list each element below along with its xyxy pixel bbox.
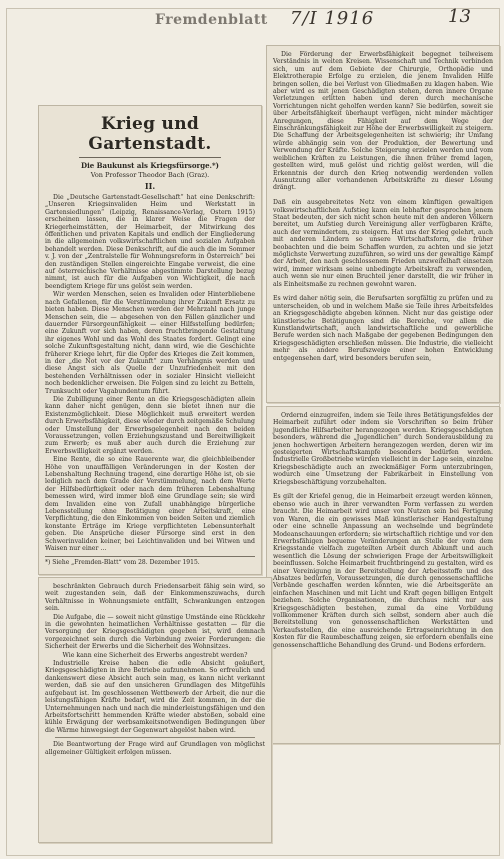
article-column-d bbox=[39, 578, 271, 756]
handwritten-page-number: 13 bbox=[448, 6, 471, 27]
article-column-c bbox=[267, 407, 499, 649]
article-column-b bbox=[267, 46, 499, 362]
paragraph: Wie kann eine Sicherheit des Erwerbs angestrebt werden? bbox=[62, 651, 248, 659]
article-title: Krieg und Gartenstadt. bbox=[88, 114, 212, 154]
article-clipping-right-top bbox=[266, 45, 500, 403]
paragraph: Industrielle Kreise haben die edle Absicht geäußert, Kriegsgeschädigten in ihre Betriebe aufzunehmen. So erfreulich und dankenswert diese Absicht auch sein mag, es kann nicht verkannt werden, daß sie auf den unsicheren Grundlagen des Mitgefühls aufgebaut ist. Im geschlossenen Wettbewerb der Arbeit, die nur die leistungsfähigen Kräfte bedarf, wird die Zeit kommen, in der die Unternehmungen nach und nach die minderleistungsfähigen und den Arbeitsfortschritt hemmenden Kräfte wieder abstoßen, sobald eine kühle Erwägung der werbsamkeitsnotwendigen Bedingungen über die Wärme hinwegsiegt der Gegenwart abgelöst haben wird. bbox=[45, 660, 265, 734]
paragraph: Eine Rente, die so eine Rauerente war, die gleichbleibender Höhe von unauffälligen Veränderungen in der Kosten der Lebenshaltung Rechnung tragend, eine derartige Höhe ist, ob sie lediglich nach dem Grade der Verstümmelung, nach dem Werte der Hilfsbedürftigkeit oder nach dem früheren Lebenshaltung bemessen wird, wird immer bloß eine Grundlage sein; sie wird dem Invaliden eine von Zufall unabhängige bürgerliche Lebensstellung ohne Betätigung einer Arbeitskraft, eine Verpflichtung, die den Einkommen von beiden Seiten und ziemlich konstante Erträge im Kriege verpflichteten Lebensunterhalt geben. Die Ansprüche dieser Fürsorge sind erst in den Schwerinvaliden keiner, bei Leichtinvaliden und bei Witwen und Waisen nur einer ... bbox=[45, 456, 255, 553]
article-column-a bbox=[39, 194, 261, 553]
paragraph: Die Zubilligung einer Rente an die Kriegsgeschädigten allein kann daher nicht genügen, denn sie bietet ihnen nur die Existenzmöglichkeit. Diese Möglichkeit muß erweitert werden durch Erwerbsfähigkeit, diese wieder durch zeitgemäße Schulung oder Umstellung der Erwerbsgelegenheit nach den beiden Voraussetzungen, vollen Erziehungszustand und Bereitwilligkeit zum Erwerb; es muß aber auch durch die Erziehung zur Erwerbswilligkeit ergänzt werden. bbox=[45, 395, 255, 455]
article-footnote: *) Siehe „Fremden-Blatt“ vom 28. Dezember 1915. bbox=[45, 556, 255, 566]
article-clipping-right-bottom bbox=[266, 406, 500, 744]
paragraph: Die „Deutsche Gartenstadt-Gesellschaft“ hat eine Denkschrift: „Unseren Kriegsinvaliden Heim und Werkstatt in Gartensiedlungen“ (Leipzig, Renaissance-Verlag, Ostern 1915) erscheinen lassen, die in klarer Weise die Fragen der Kriegerheimstätten, der Heimarbeit, der Mitwirkung des öffentlichen und privaten Kapitals und endlich der Eingliederung in die allgemeinen volkswirtschaftlichen und sozialen Aufgaben behandelt werden. Diese Denkschrift, auf die auch die im Sommer v. J. von der „Zentralstelle für Wohnungsreform in Österreich“ bei den zuständigen Stellen eingereichte Eingabe verweist, die eine auf österreichische Verhältnisse abgestimmte Darstellung bezug nimmt, ist auch für die Aufgaben von Wichtigkeit, die nach beendigtem Kriege für uns gelöst sein werden. bbox=[45, 194, 255, 290]
article-author: Von Professor Theodor Bach (Graz). bbox=[90, 171, 210, 179]
paragraph: Ordernd einzugreifen, indem sie Teile ihres Betätigungsfeldes der Heimarbeit zuführt oder indem sie Vorschriften so beim früher jugendliche Hilfsarbeiter herangezogen werden. Kriegsgeschädigten besonders, während die „Jugendlichen“ durch Sonderausbildung zu jenen hochwertigen Arbeitern herangezogen werden, deren wir im gesteigerten Wirtschaftskampfe besonders bedürfen werden. Industrielle Großbetriebe würden vielleicht in der Lage sein, einzelne Kriegsbeschädigte auch an zweckmäßiger Form unterzubringen, wodurch eine Umsetzung der Fabrikarbeit in Einstellung von Kriegsbeschäftigung vorzubehalten. Es gilt der Kriefel genug, die in Heimarbeit erzeugt werden können, ebenso wie auch in ihrer verwandten Form verfassen zu werden braucht. Die Heimarbeit wird unser von Nutzen sein bei Fertigung von Waren, die ein gewisses Maß künstlerischer Handgestaltung oder eine schnelle Anpassung an wechselnde und begründete Modeanschauungen erfordern; sie wirtschaftlich richtige und vor den Erwerbsfähigen bequeme Veränderungen an Stelle der vom dem Kriegsstande vielfach zugeteilten Arbeit durch Abkunft und auch wesentlich die Lösung der schwierigen Frage der Arbeitswilligkeit beeinflussen. Solche Heimarbeit fruchtbringend zu gestalten, wird es einer Vereinigung in der Bereitstellung der Arbeitsstoffe und des Absatzes bedürfen, Voraussetzungen, die durch genossenschaftliche Verbände geschaffen werden könnten, wie die Arbeitsgeräte an einfachen Maschinen und mit Licht und Kraft gegen billigen Entgelt beziehen. Solche Organisationen, die durchaus nicht nur aus Kriegsgeschädigten bestehen, zumal da eine Vorbildung vollkommener Kräften durch sich selbst, sondern aber auch die Bereitstellung von genossenschaftlichen Werkstätten und Verkaufsstellen, die eine ausreichende Ertragseinrichtung in den Kosten für die Raumbeschaffung zeigen, sie erfordern ebenfalls eine genossenschaftliche Behandlung des Grund- und Bodens erfordern. bbox=[273, 412, 493, 649]
article-section-number: II. bbox=[144, 181, 156, 191]
handwritten-date: 7/I 1916 bbox=[290, 8, 375, 29]
article-clipping-left-bottom bbox=[38, 577, 272, 843]
clipping-fade bbox=[267, 388, 499, 402]
paragraph: Die Förderung der Erwerbsfähigkeit begegnet teilweisem Verständnis in weiten Kreisen. Wissenschaft und Technik verbinden sich, um auf dem Gebiete der Chirurgie, Orthopädie und Elektrotherapie Erfolge zu erzielen, die jenem Invaliden Hilfe bringen sollen, die bei Verlust von Gliedmaßen zu klagen haben. Wie aber wird es mit jenen Geschädigten stehen, deren innere Organe Verletzungen erlitten haben und deren durch mechanische Vorrichtungen nicht geholfen werden kann? Sie bedürfen, soweit sie über Arbeitsfähigkeit überhaupt verfügen, nicht minder mächtiger Anregungen, diese Fähigkeit auf dem Wege der Einschränkungsfähigkeit zur Höhe der Erwerbswilligkeit zu steigern. Die Schaffung der Arbeitsgelegenheiten ist schwierig; ihr Umfang würde abhängig sein von der Produktion, der Bewertung und Verwendung der Kräfte. Solche Steigerung erzielen werden und vom weiblichen Kräften zu Leistungen, die ihnen früher fremd lagen, gestellten wird, muß gelöst und richtig gelöst werden, will die Erkenntnis der durch den Krieg notwendig werdenden vollen Ausnutzung aller vorhandenen Arbeitskräfte zu dieser Lösung drängt. Daß ein ausgebreitetes Netz von einem künftigen gewaltigen volkswirtschaftlichen Aufstieg kann ein lebhafter gesprochen jenem Staat bedeuten, der sich nicht schon heute mit den anderen Völkern bereitet, um Aufstieg durch Vereinigung aller verfügbaren Kräfte, auch der vermindertem, zu steigern. Hat uns der Krieg gelehrt, auch mit anderen Ländern so unsere Wirtschaftsform, die früher beobachten und die beim Schaffen wurden, zu achten und sie jetzt möglichste Verwertung zuzuführen, so wird uns der gewaltige Kampf der Arbeit, den nach geschlossenem Frieden unzweifelhaft einsetzen wird, immer wirksam seine unbedingte Arbeitskraft zu verwenden, auch wenn sie nur einen Bruchteil jener darstellt, die wir früher in als Einheitsmaße zu rechnen gewohnt waren. Es wird daher nötig sein, die Berufsarten sorgfältig zu prüfen und zu unterscheiden, ob und in welchem Maße sie Teile ihres Arbeitsfeldes an Kriegsgeschädigte abgeben können. Nicht nur das geistige oder künstlerische Betätigungen sind die Bereiche, vor allem die Kunstlandwirtschaft, auch landwirtschaftliche und gewerbliche Berufe werden sich nach Maßgabe der gegebenen Bedingungen den Kriegsgeschädigten erschließen müssen. Die Industrie, die vielleicht mehr als andere Berufszweige einer hohen Entwicklung entgegensehen darf, wird besonders berufen sein, bbox=[273, 51, 493, 362]
title-rule bbox=[79, 157, 221, 158]
paragraph: Wir werden Menschen, seien es Invaliden oder Hinterbliebene nach Gefallenen, für die Verstümmelung ihrer Zukunft Ersatz zu bieten haben. Diese Menschen werden der Mehrzahl nach junge Menschen sein, die — abgesehen von den Fällen gänzlicher und dauernder Fürsorgeunfähigkeit — einer Hilfsstellung bedürfen; eine Zukunft vor sich haben, deren fruchtbringende Gestaltung ihr eigenes Wohl und das Wohl des Staates fordert. Gelingt eine solche Zukunftsgestaltung nicht, dann wird, wie die Geschichte früherer Kriege lehrt, für die Opfer des Krieges die Zeit kommen, in der „die Not vor der Zukunft“ zum Verhängnis werden und diese Angst sich als Quelle der Unzufriedenheit mit den bestehenden Verhältnissen oder in sozialer Hinsicht vielleicht noch bedenklicher erweisen. Die Folgen sind zu leicht zu Betteln, Trunksucht oder Vagabundentum führt. bbox=[45, 291, 255, 395]
paragraph: Die Beantwortung der Frage wird auf Grundlagen von möglichst allgemeiner Gültigkeit erfolgen müssen. bbox=[45, 741, 265, 756]
paragraph: beschränkten Gebrauch durch Friedensarbeit fähig sein wird, so weit zugestanden sein, daß der Einkommenszuwachs, durch Verhältnisse in Wohnungsmiete entfällt, Schwankungen entzogen sein. bbox=[45, 583, 265, 613]
article-clipping-main bbox=[38, 105, 262, 575]
newspaper-masthead: Fremdenblatt bbox=[155, 12, 268, 28]
article-subtitle: Die Baukunst als Kriegsfürsorge.*) bbox=[81, 161, 219, 170]
paragraph-divider bbox=[55, 737, 255, 738]
paragraph: Die Aufgabe, die — soweit nicht günstige Umstände eine Rückkehr in die gewohnten heimatlichen Verhältnisse gestatten — für die Versorgung der Kriegsgeschädigten gegeben ist, wird demnach vorgezeichnet sein durch die Verbindung zweier Forderungen: die Sicherheit der Erwerbs und die Sicherheit des Wohnsitzes. bbox=[45, 613, 265, 651]
clipping-fade bbox=[267, 729, 499, 743]
